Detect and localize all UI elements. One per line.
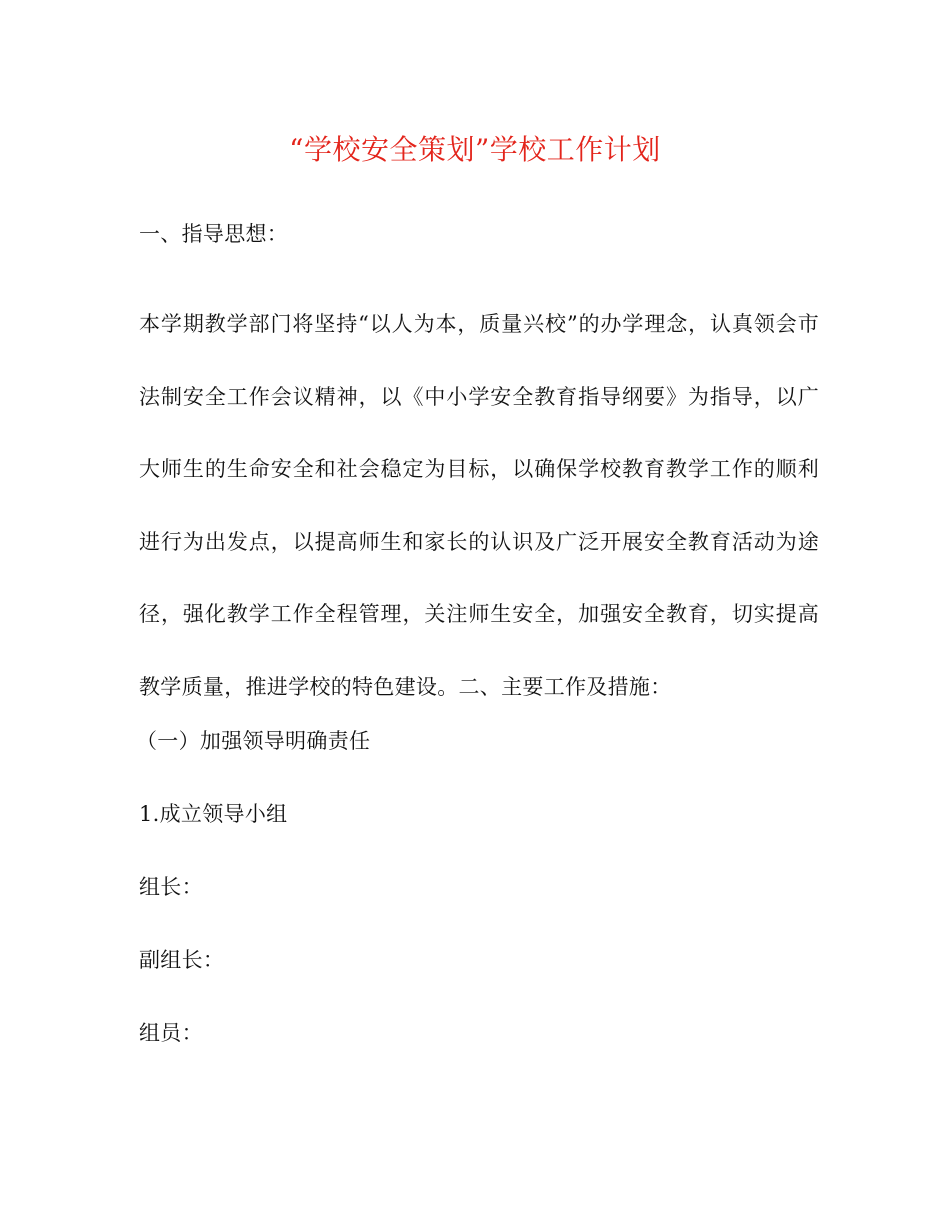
guiding-ideology-paragraph: 本学期教学部门将坚持“以人为本，质量兴校”的办学理念，认真领会市法制安全工作会议精神，以《中小学安全教育指导纲要》为指导，以广大师生的生命安全和社会稳定为目标，以确保学校教育教学工作的顺利进行为出发点，以提高师生和家长的认识及广泛开展安全教育活动为途径，强化教学工作全程管理，关注师生安全，加强安全教育，切实提高教学质量，推进学校的特色建设。二、主要工作及措施： — [139, 312, 819, 699]
document-title: “学校安全策划”学校工作计划 — [289, 133, 661, 166]
section-heading-guiding-ideology: 一、指导思想： — [139, 222, 289, 246]
group-member-label: 组员： — [139, 1021, 203, 1045]
list-item-establish-group: 1.成立领导小组 — [139, 802, 288, 826]
subsection-heading-leadership: （一）加强领导明确责任 — [136, 729, 371, 753]
deputy-leader-label: 副组长： — [139, 948, 225, 972]
group-leader-label: 组长： — [139, 875, 203, 899]
